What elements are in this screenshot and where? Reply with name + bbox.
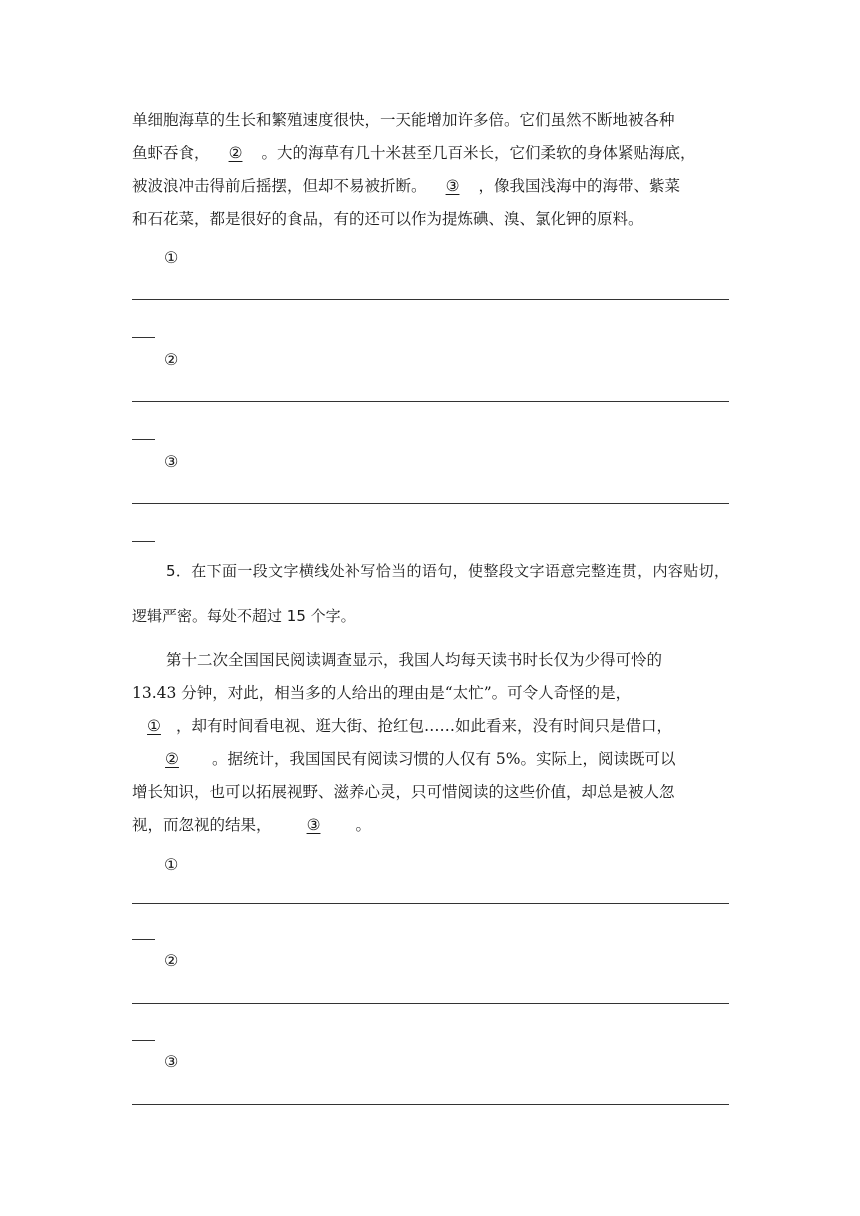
- passage-2-line-3b: ，却有时间看电视、逛大街、抢红包……如此看来，没有时间只是借口，: [176, 717, 673, 735]
- answer-line-1-end: [132, 337, 155, 338]
- passage-2-line-4b: 。据统计，我国国民有阅读习惯的人仅有 5%。实际上，阅读既可以: [212, 750, 676, 768]
- blank-3[interactable]: ③: [445, 177, 460, 195]
- answer-area-1: [132, 241, 729, 551]
- passage-1-line-2a: 鱼虾吞食，: [132, 144, 210, 162]
- passage-1-line-2b: 。大的海草有几十米甚至几百米长，它们柔软的身体紧贴海底，: [261, 144, 696, 162]
- blank-2[interactable]: ②: [228, 144, 243, 162]
- answer-line-2-end: [132, 439, 155, 440]
- answer2-line-2[interactable]: [132, 1003, 729, 1004]
- passage-1-line-1: 单细胞海草的生长和繁殖速度很快，一天能增加许多倍。它们虽然不断地被各种: [132, 111, 675, 129]
- passage-2-line-6a: 视，而忽视的结果，: [132, 816, 272, 834]
- blank-p2-2[interactable]: ②: [165, 750, 179, 768]
- answer2-line-2-end: [132, 1040, 155, 1041]
- answer2-marker-1: ①: [164, 855, 179, 874]
- answer2-line-1[interactable]: [132, 903, 729, 904]
- passage-2-line-1: 第十二次全国国民阅读调查显示，我国人均每天读书时长仅为少得可怜的: [166, 651, 663, 669]
- content: [132, 104, 729, 1118]
- passage-1: [132, 104, 729, 236]
- answer2-line-3[interactable]: [132, 1104, 729, 1105]
- passage-1-line-3b: ，像我国浅海中的海带、紫菜: [478, 177, 681, 195]
- blank-p2-1[interactable]: ①: [147, 717, 161, 735]
- passage-2-line-6b: 。: [355, 816, 372, 834]
- answer-marker-1: ①: [164, 248, 179, 267]
- passage-2: [132, 644, 729, 842]
- passage-2-line-5: 增长知识，也可以拓展视野、滋养心灵，只可惜阅读的这些价值，却总是被人忽: [132, 783, 675, 801]
- passage-2-line-2a: 13.43 分钟，对此，相当多的人给出的理由是“太忙”。可令人奇怪的是，: [132, 684, 632, 702]
- answer-line-1[interactable]: [132, 299, 729, 300]
- question-5-prompt: 5．在下面一段文字横线处补写恰当的语句，使整段文字语意完整连贯，内容贴切，逻辑严密。每处不超过 15 个字。: [132, 562, 729, 625]
- answer-line-3-end: [132, 541, 155, 542]
- answer-marker-2: ②: [164, 350, 179, 369]
- answer-line-3[interactable]: [132, 503, 729, 504]
- answer2-marker-2: ②: [164, 951, 179, 970]
- answer-line-2[interactable]: [132, 401, 729, 402]
- answer2-line-1-end: [132, 939, 155, 940]
- answer-marker-3: ③: [164, 452, 179, 471]
- answer-area-2: [132, 848, 729, 1118]
- passage-1-line-3a: 被波浪冲击得前后摇摆，但却不易被折断。: [132, 177, 427, 195]
- blank-p2-3[interactable]: ③: [306, 816, 321, 834]
- passage-1-line-4: 和石花菜，都是很好的食品，有的还可以作为提炼碘、溴、氯化钾的原料。: [132, 210, 644, 228]
- answer2-marker-3: ③: [164, 1052, 179, 1071]
